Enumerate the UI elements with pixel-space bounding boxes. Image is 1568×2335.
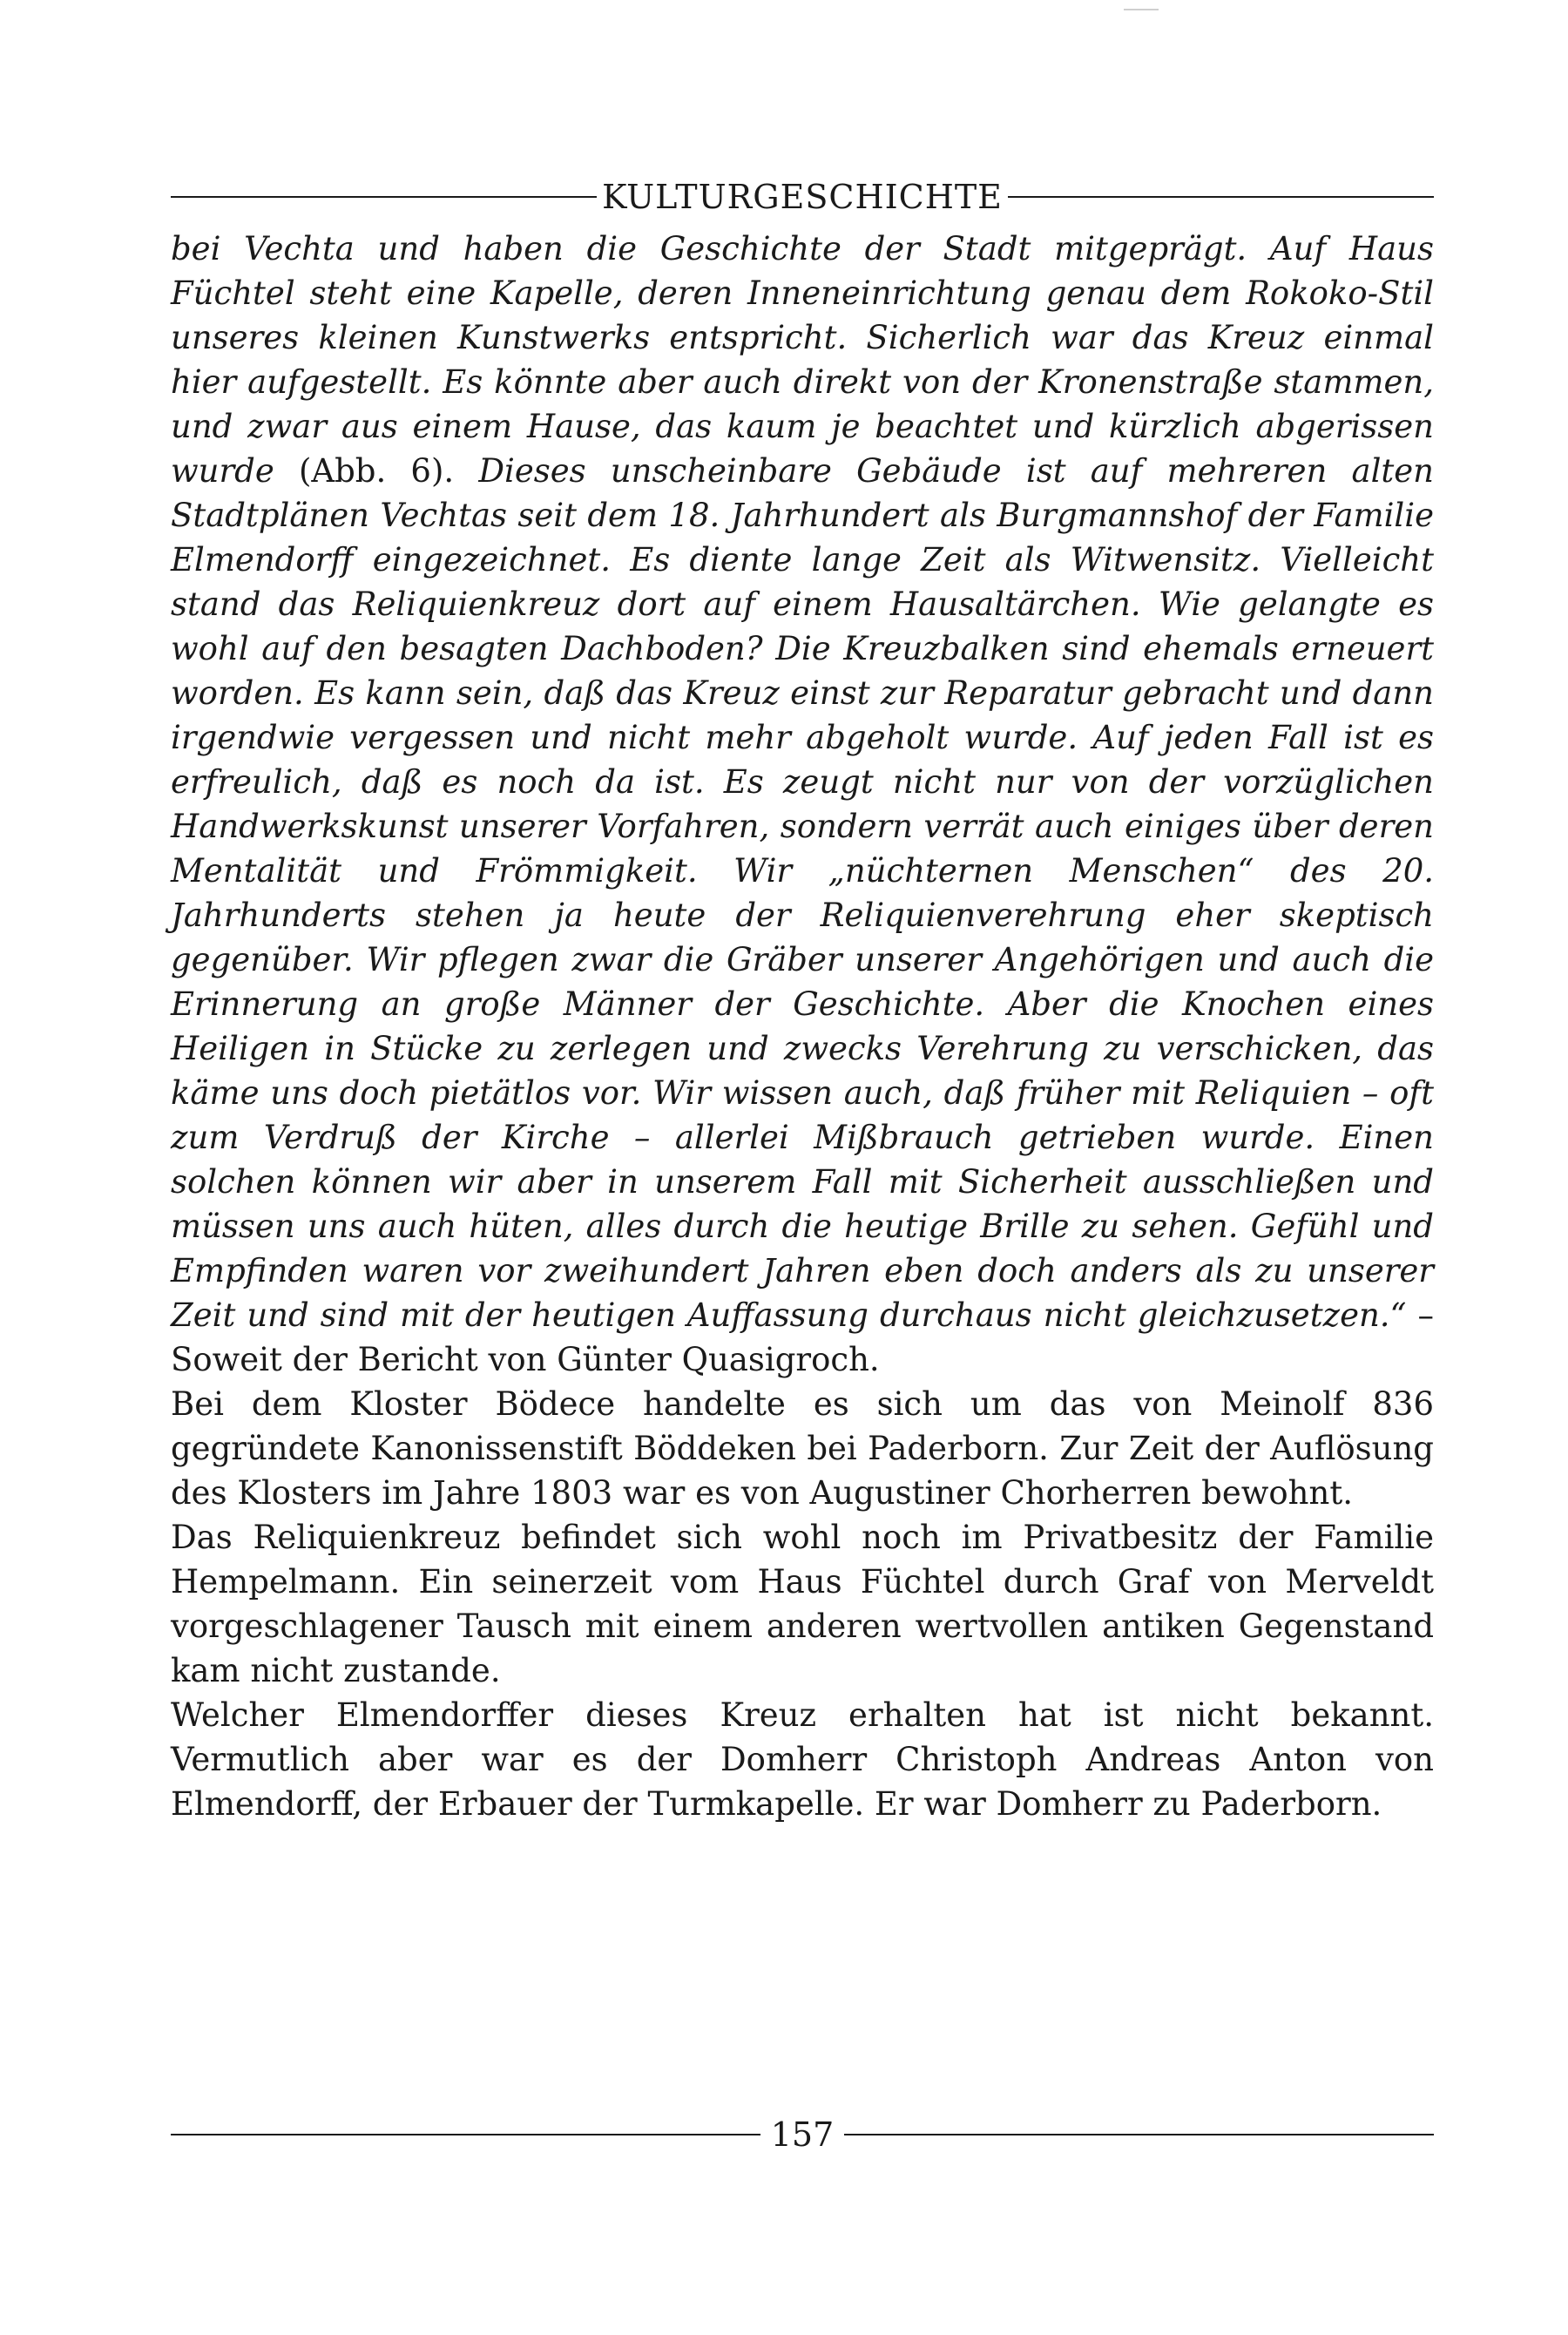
header-rule-right — [1008, 196, 1434, 198]
running-header — [171, 171, 1434, 223]
footer-rule-left — [171, 2134, 760, 2135]
footer-rule-right — [844, 2134, 1434, 2135]
quote-text-part1: bei Vechta und haben die Geschichte der Stadt mitgeprägt. Auf Haus Füchtel steht eine Kapelle, deren Inneneinrichtung genau dem Rokoko-Stil unseres kleinen Kunstwerks entspricht. Sicherlich war das Kreuz einmal hier aufgestellt. Es könnte aber auch direkt von der Kronenstraße stammen, und zwar aus einem Hause, das kaum je beachtet und kürzlich abgerissen wurde — [171, 230, 1434, 490]
paragraph-elmendorffer: Welcher Elmendorffer dieses Kreuz erhalten hat ist nicht bekannt. Vermutlich aber war es der Domherr Christoph Andreas Anton von Elmendorff, der Erbauer der Turmkapelle. Er war Domherr zu Paderborn. — [171, 1696, 1434, 1823]
paragraph-quote — [171, 227, 1434, 1382]
quote-text-part2: Dieses unscheinbare Gebäude ist auf mehreren alten Stadtplänen Vechtas seit dem 18. Jahrhundert als Burgmannshof der Familie Elmendorff eingezeichnet. Es diente lange Zeit als Witwensitz. Vielleicht stand das Reliquienkreuz dort auf einem Hausaltärchen. Wie gelangte es wohl auf den besagten Dachboden? Die Kreuzbalken sind ehemals erneuert worden. Es kann sein, daß das Kreuz einst zur Reparatur gebracht und dann irgendwie vergessen und nicht mehr abgeholt wurde. Auf jeden Fall ist es erfreulich, daß es noch da ist. Es zeugt nicht nur von der vorzüglichen Handwerkskunst unserer Vorfahren, sondern verrät auch einiges über deren Mentalität und Frömmigkeit. Wir „nüchternen Menschen“ des 20. Jahrhunderts stehen ja heute der Reliquienverehrung eher skeptisch gegenüber. Wir pflegen zwar die Gräber unserer Angehörigen und auch die Erinnerung an große Männer der Geschichte. Aber die Knochen eines Heiligen in Stücke zu zerlegen und zwecks Verehrung zu verschicken, das käme uns doch pietätlos vor. Wir wissen auch, daß früher mit Reliquien – oft zum Verdruß der Kirche – allerlei Mißbrauch getrieben wurde. Einen solchen können wir aber in unserem Fall mit Sicherheit ausschließen und müssen uns auch hüten, alles durch die heutige Brille zu sehen. Gefühl und Empfinden waren vor zweihundert Jahren eben doch anders als zu unserer Zeit und sind mit der heutigen Auffassung durchaus nicht gleichzusetzen.“ — [171, 452, 1434, 1334]
section-title: KULTURGESCHICHTE — [602, 178, 1003, 216]
paragraph-reliquienkreuz: Das Reliquienkreuz befindet sich wohl noch im Privatbesitz der Familie Hempelmann. Ein seinerzeit vom Haus Füchtel durch Graf von Merveldt vorgeschlagener Tausch mit einem anderen wertvollen antiken Gegenstand kam nicht zustande. — [171, 1519, 1434, 1689]
body-text — [171, 227, 1434, 1826]
scan-mark — [1124, 9, 1159, 10]
quote-attribution: – Soweit der Bericht von Günter Quasigroch. — [171, 1296, 1434, 1378]
book-page — [171, 148, 1434, 2239]
page-number: 157 — [770, 2115, 835, 2154]
figure-reference: (Abb. 6). — [298, 452, 455, 490]
page-footer — [171, 2108, 1434, 2161]
paragraph-kloster: Bei dem Kloster Bödece handelte es sich um das von Meinolf 836 gegründete Kanonissenstift Böddeken bei Paderborn. Zur Zeit der Auflösung des Klosters im Jahre 1803 war es von Augustiner Chorherren bewohnt. — [171, 1385, 1434, 1512]
header-rule-left — [171, 196, 597, 198]
